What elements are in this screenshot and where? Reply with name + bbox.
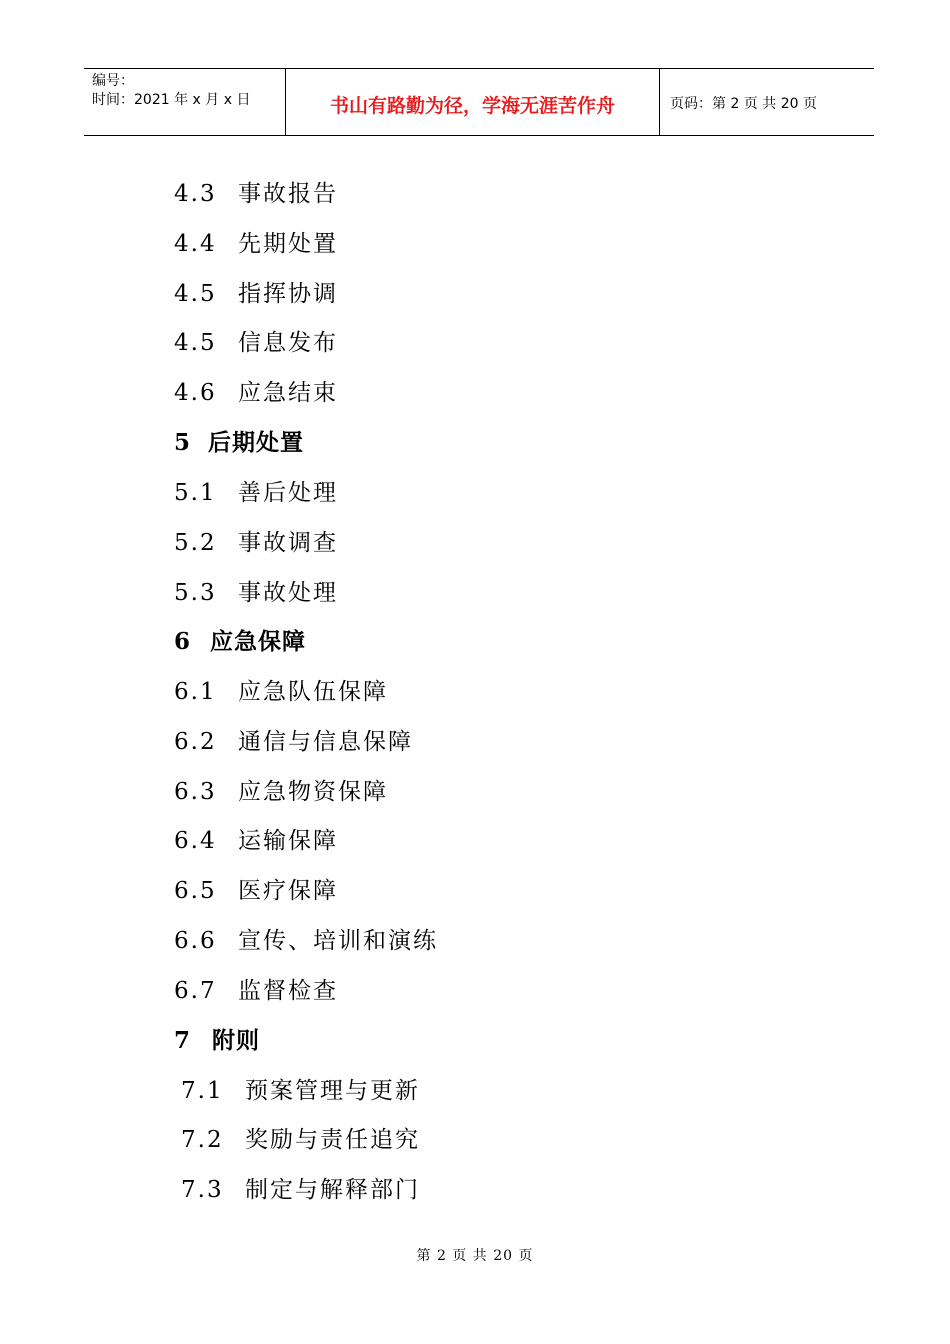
toc-text: 通信与信息保障 bbox=[238, 729, 413, 755]
toc-text: 制定与解释部门 bbox=[245, 1177, 420, 1203]
toc-item bbox=[174, 677, 388, 707]
toc-number: 7.3 bbox=[181, 1177, 224, 1203]
toc-text: 宣传、培训和演练 bbox=[238, 928, 438, 954]
toc-number: 6.4 bbox=[174, 828, 217, 854]
toc-item bbox=[174, 528, 338, 558]
toc-number: 6.2 bbox=[174, 729, 217, 755]
toc-text: 应急队伍保障 bbox=[238, 679, 388, 705]
toc-text: 指挥协调 bbox=[238, 281, 338, 307]
toc-item bbox=[174, 378, 338, 408]
toc-number: 4.4 bbox=[174, 231, 217, 257]
toc-item bbox=[174, 727, 413, 757]
toc-text: 信息发布 bbox=[238, 330, 338, 356]
toc-item bbox=[174, 777, 388, 807]
toc-text: 后期处置 bbox=[208, 429, 304, 456]
toc-number: 6.6 bbox=[174, 928, 217, 954]
toc-text: 应急保障 bbox=[210, 628, 306, 655]
toc-item bbox=[181, 1125, 420, 1155]
toc-number: 6.7 bbox=[174, 978, 217, 1004]
toc-item bbox=[181, 1076, 420, 1106]
header-motto: 书山有路勤为径，学海无涯苦作舟 bbox=[286, 69, 660, 135]
header-page-info: 页码：第 2 页 共 20 页 bbox=[670, 96, 817, 112]
toc-number: 7.1 bbox=[181, 1078, 224, 1104]
toc-text: 运输保障 bbox=[238, 828, 338, 854]
toc-number: 7 bbox=[174, 1027, 192, 1054]
toc-text: 医疗保障 bbox=[238, 878, 338, 904]
toc-number: 5.1 bbox=[174, 480, 217, 506]
toc-item bbox=[174, 279, 338, 309]
toc-number: 6 bbox=[174, 628, 192, 655]
toc-number: 7.2 bbox=[181, 1127, 224, 1153]
toc-item bbox=[174, 926, 438, 956]
toc-item bbox=[174, 876, 338, 906]
toc-section-heading bbox=[174, 428, 304, 458]
toc-text: 先期处置 bbox=[238, 231, 338, 257]
toc-item bbox=[174, 826, 338, 856]
toc-number: 4.5 bbox=[174, 330, 217, 356]
toc-item bbox=[174, 478, 338, 508]
toc-text: 预案管理与更新 bbox=[245, 1078, 420, 1104]
toc-text: 监督检查 bbox=[238, 978, 338, 1004]
toc-item bbox=[174, 229, 338, 259]
toc-number: 4.6 bbox=[174, 380, 217, 406]
toc-number: 6.5 bbox=[174, 878, 217, 904]
toc-text: 应急物资保障 bbox=[238, 779, 388, 805]
page-header bbox=[84, 68, 874, 136]
header-meta bbox=[84, 69, 286, 135]
toc-number: 5 bbox=[174, 429, 192, 456]
toc-text: 应急结束 bbox=[238, 380, 338, 406]
toc-section-heading bbox=[174, 627, 306, 657]
serial-label: 编号： bbox=[92, 73, 134, 89]
page-footer: 第 2 页 共 20 页 bbox=[416, 1248, 534, 1264]
toc-item bbox=[181, 1175, 420, 1205]
time-label: 时间：2021 年 x 月 x 日 bbox=[92, 92, 251, 108]
toc-text: 附则 bbox=[212, 1027, 260, 1054]
toc-number: 4.5 bbox=[174, 281, 217, 307]
toc-text: 事故调查 bbox=[238, 530, 338, 556]
toc-item bbox=[174, 578, 338, 608]
toc-item bbox=[174, 179, 338, 209]
toc-number: 6.1 bbox=[174, 679, 217, 705]
toc-text: 事故处理 bbox=[238, 580, 338, 606]
toc-text: 事故报告 bbox=[238, 181, 338, 207]
toc-text: 奖励与责任追究 bbox=[245, 1127, 420, 1153]
toc-number: 5.3 bbox=[174, 580, 217, 606]
toc-section-heading bbox=[174, 1026, 260, 1056]
toc-number: 6.3 bbox=[174, 779, 217, 805]
toc-number: 4.3 bbox=[174, 181, 217, 207]
toc-number: 5.2 bbox=[174, 530, 217, 556]
toc-item bbox=[174, 328, 338, 358]
toc-item bbox=[174, 976, 338, 1006]
toc-text: 善后处理 bbox=[238, 480, 338, 506]
